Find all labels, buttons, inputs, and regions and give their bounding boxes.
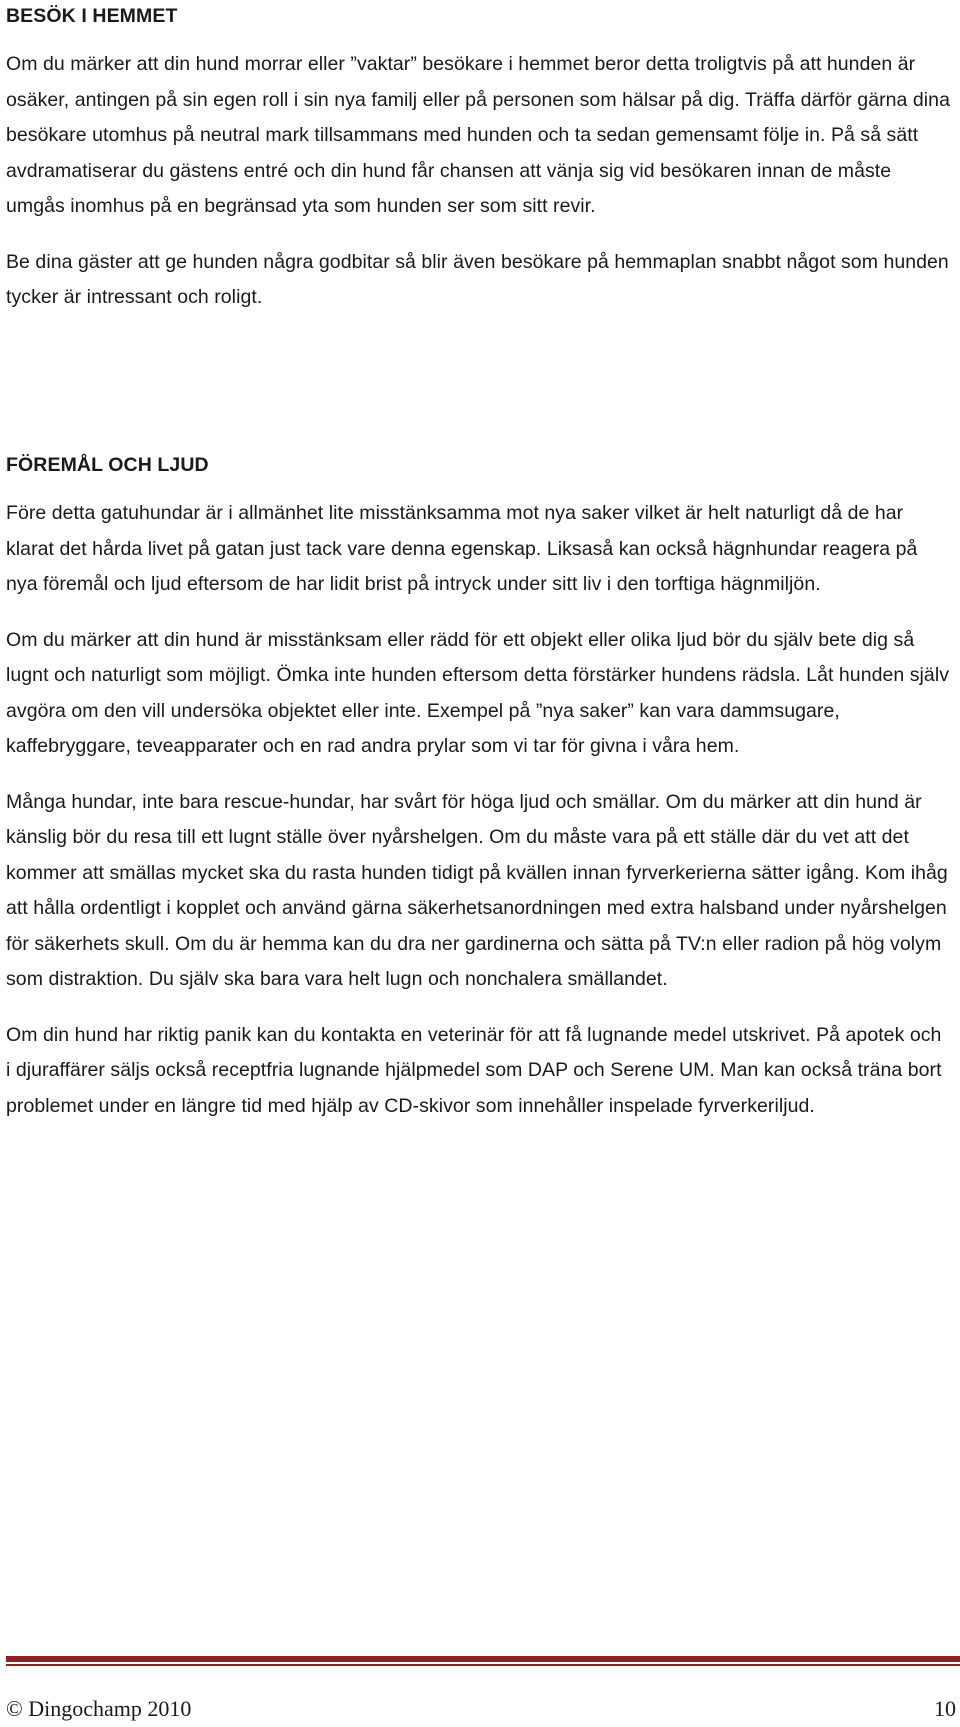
paragraph: Om du märker att din hund morrar eller ”vaktar” besökare i hemmet beror detta troligtvis på att hunden är osäker, antingen på sin egen roll i sin nya familj eller på personen som hälsar på dig. Träffa därför gärna dina besökare utomhus på neutral mark tillsammans med hunden och ta sedan gemensamt följe in. På så sätt avdramatiserar du gästens entré och din hund får chansen att vänja sig vid besökaren innan de måste umgås inomhus på en begränsad yta som hunden ser som sitt revir. [6, 53, 950, 217]
paragraph: Före detta gatuhundar är i allmänhet lite misstänksamma mot nya saker vilket är helt naturligt då de har klarat det hårda livet på gatan just tack vare denna egenskap. Liksaså kan också hägnhundar reagera på nya föremål och ljud eftersom de har lidit brist på intryck under sitt liv i den torftiga hägnmiljön. [6, 502, 918, 595]
footer-rule-thin [6, 1664, 960, 1666]
footer-page-number: 10 [934, 1696, 956, 1721]
paragraph: Om du märker att din hund är misstänksam eller rädd för ett objekt eller olika ljud bör du själv bete dig så lugnt och naturligt som möjligt. Ömka inte hunden eftersom detta förstärker hundens rädsla. Låt hunden själv avgöra om den vill undersöka objektet eller inte. Exempel på ”nya saker” kan vara dammsugare, kaffebryggare, teveapparater och en rad andra prylar som vi tar för givna i våra hem. [6, 628, 949, 757]
section-foremal-och-ljud [6, 452, 950, 1124]
footer-copyright: © Dingochamp 2010 [6, 1696, 192, 1721]
paragraph: Be dina gäster att ge hunden några godbitar så blir även besökare på hemmaplan snabbt något som hunden tycker är intressant och roligt. [6, 250, 949, 308]
paragraph: Många hundar, inte bara rescue-hundar, har svårt för höga ljud och smällar. Om du märker att din hund är känslig bör du resa till ett lugnt ställe över nyårshelgen. Om du måste vara på ett ställe där du vet att det kommer att smällas mycket ska du rasta hunden tidigt på kvällen innan fyrverkerierna sätter igång. Kom ihåg att hålla ordentligt i kopplet och använd gärna säkerhetsanordningen med extra halsband under nyårshelgen för säkerhets skull. Om du är hemma kan du dra ner gardinerna och sätta på TV:n eller radion på hög volym som distraktion. Du själv ska bara vara helt lugn och nonchalera smällandet. [6, 790, 948, 990]
document-page [6, 0, 956, 1727]
section-besok-i-hemmet [6, 3, 950, 316]
section-heading: BESÖK I HEMMET [6, 5, 178, 27]
page-footer [6, 1694, 956, 1724]
section-heading: FÖREMÅL OCH LJUD [6, 454, 209, 476]
footer-rule-thick [6, 1656, 960, 1662]
paragraph: Om din hund har riktig panik kan du kontakta en veterinär för att få lugnande medel utskrivet. På apotek och i djuraffärer säljs också receptfria lugnande hjälpmedel som DAP och Serene UM. Man kan också träna bort problemet under en längre tid med hjälp av CD-skivor som innehåller inspelade fyrverkeriljud. [6, 1023, 942, 1117]
